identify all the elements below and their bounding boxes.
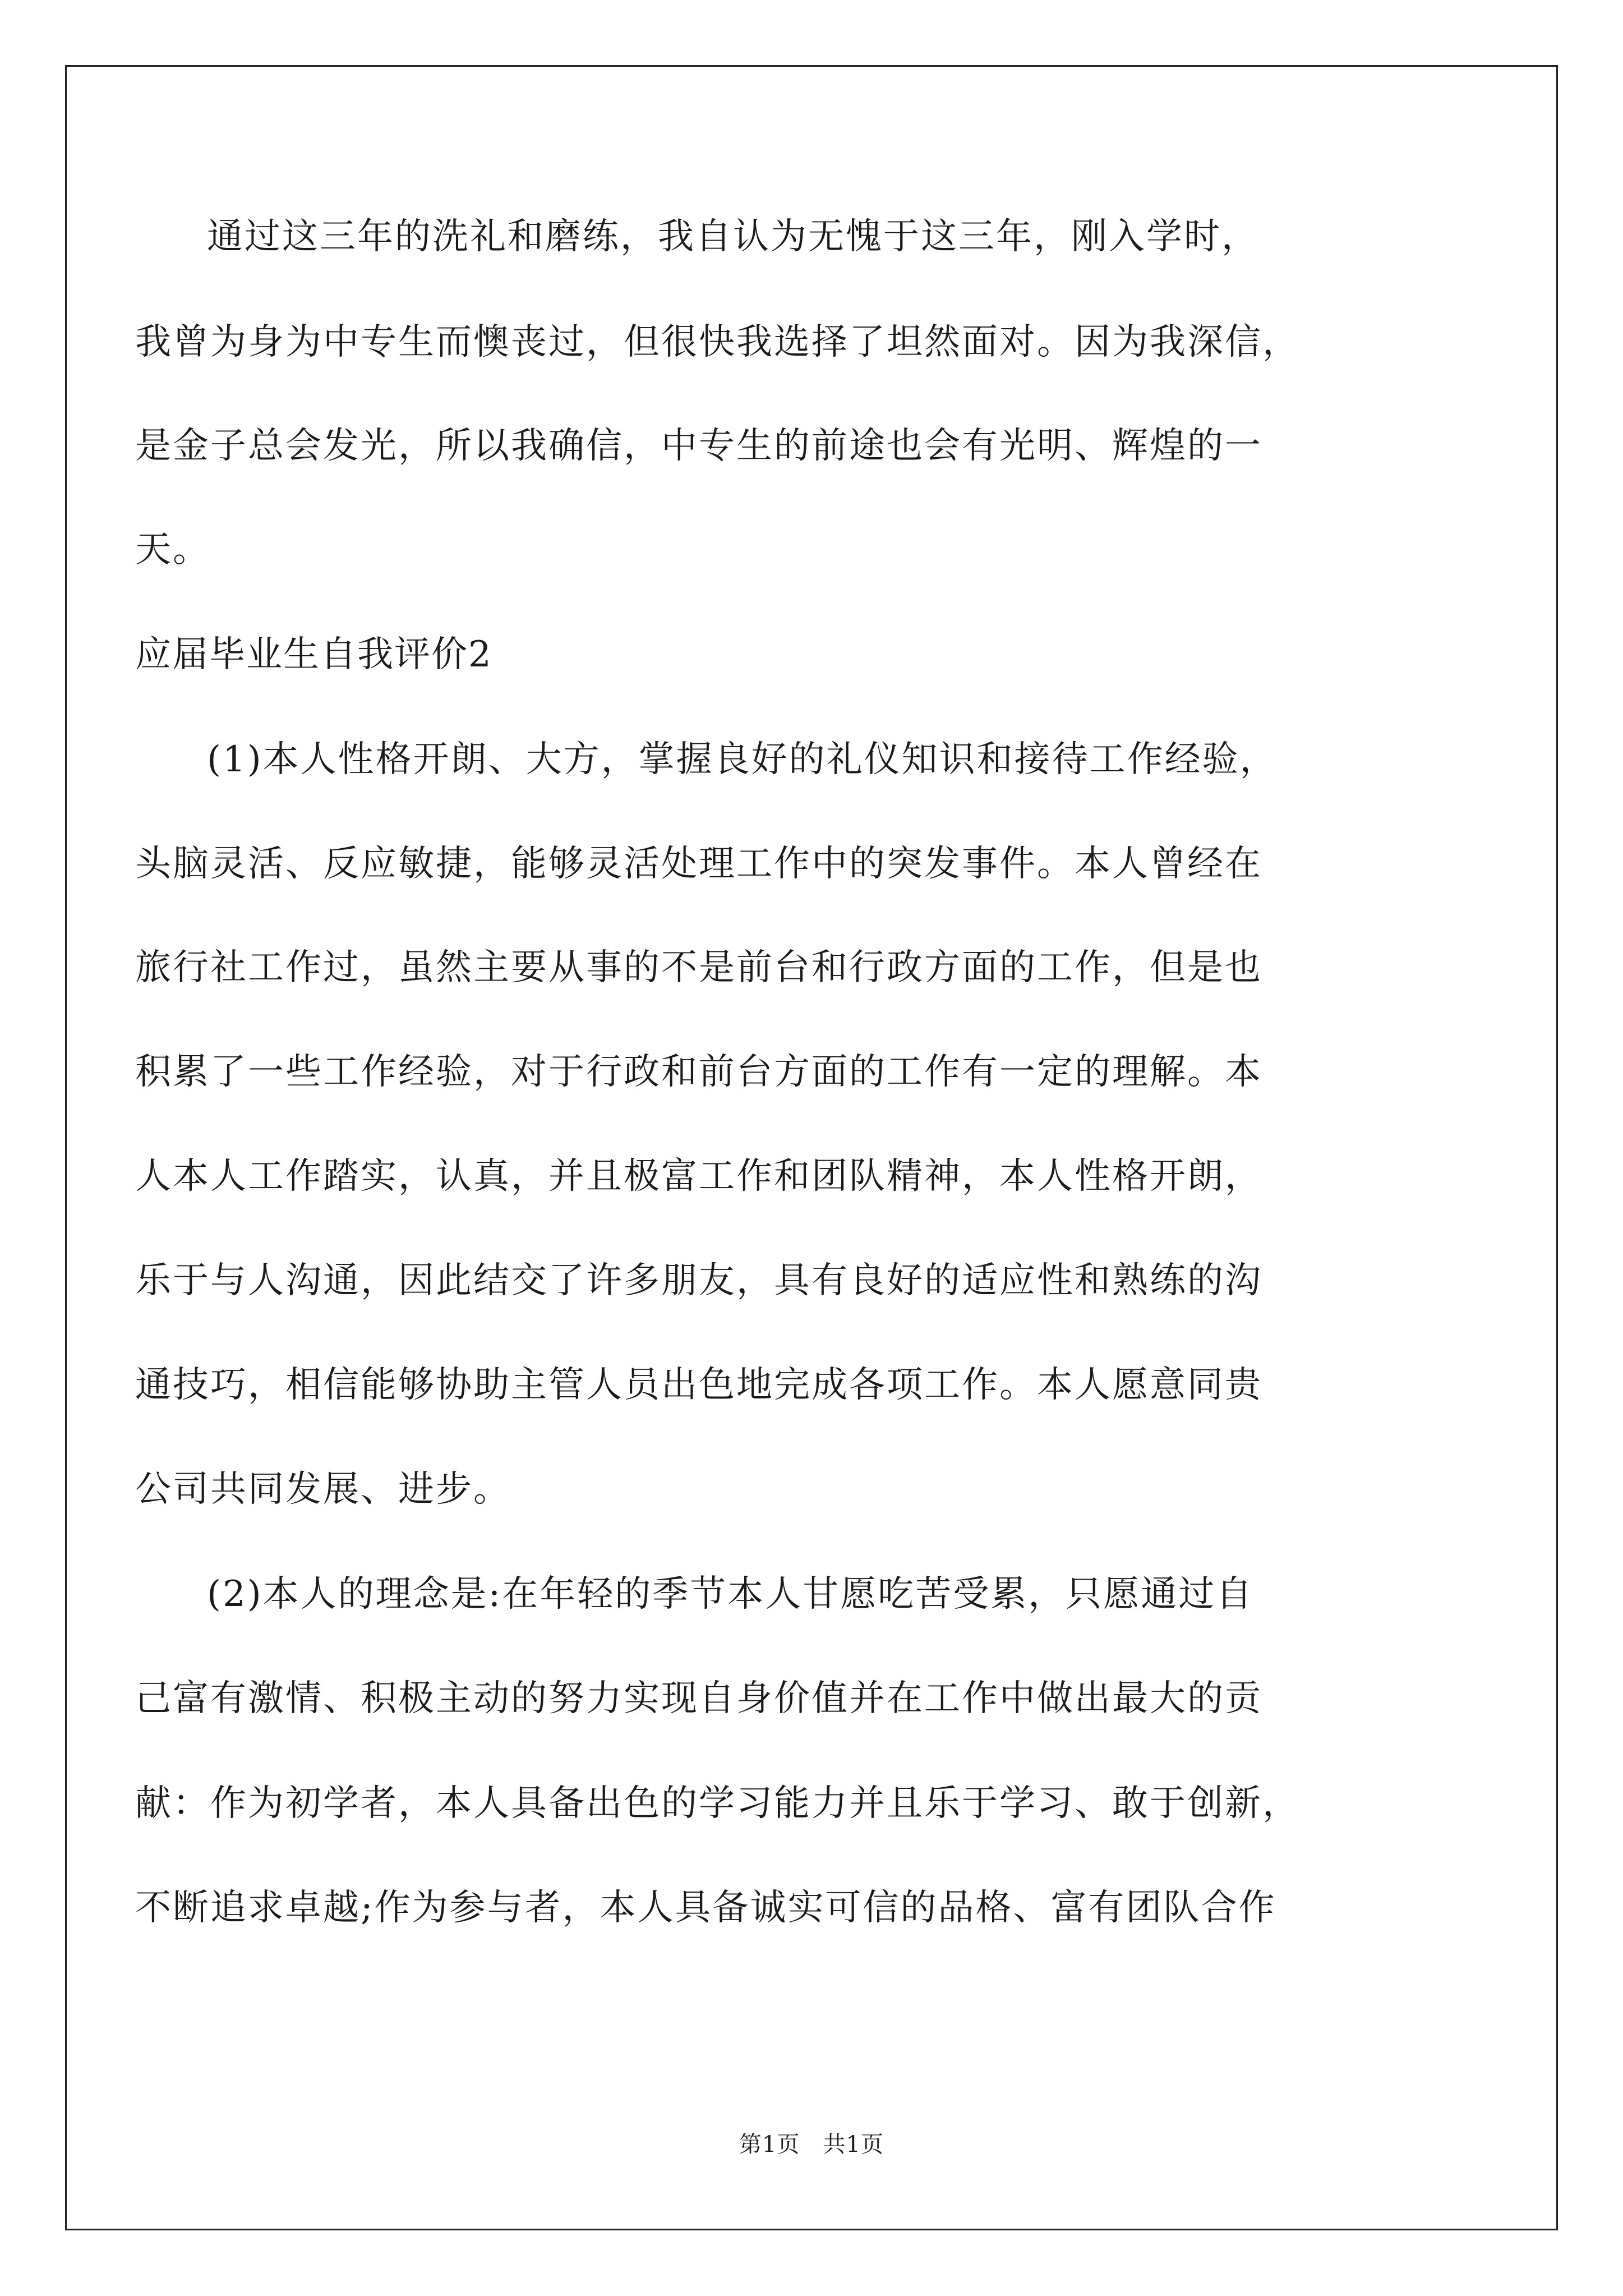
paragraph-2-line-3: 旅行社工作过，虽然主要从事的不是前台和行政方面的工作，但是也 (135, 947, 1262, 988)
paragraph-1-line-1: 通过这三年的洗礼和磨练，我自认为无愧于这三年，刚入学时， (207, 216, 1259, 257)
paragraph-2-line-8: 公司共同发展、进步。 (135, 1469, 511, 1510)
paragraph-1-line-4: 天。 (135, 529, 210, 570)
paragraph-2-line-4: 积累了一些工作经验，对于行政和前台方面的工作有一定的理解。本 (135, 1051, 1262, 1093)
paragraph-2-line-6: 乐于与人沟通，因此结交了许多朋友，具有良好的适应性和熟练的沟 (135, 1260, 1262, 1301)
paragraph-3-line-1: (2)本人的理念是:在年轻的季节本人甘愿吃苦受累，只愿通过自 (207, 1573, 1254, 1615)
page-number-footer: 第1页 共1页 (739, 2132, 884, 2157)
paragraph-2-line-1: (1)本人性格开朗、大方，掌握良好的礼仪知识和接待工作经验， (207, 739, 1278, 780)
paragraph-2-line-2: 头脑灵活、反应敏捷，能够灵活处理工作中的突发事件。本人曾经在 (135, 843, 1262, 885)
paragraph-3-line-2: 己富有激情、积极主动的努力实现自身价值并在工作中做出最大的贡 (135, 1678, 1262, 1719)
paragraph-2-line-5: 人本人工作踏实，认真，并且极富工作和团队精神，本人性格开朗， (135, 1156, 1262, 1197)
paragraph-1-line-3: 是金子总会发光，所以我确信，中专生的前途也会有光明、辉煌的一 (135, 425, 1262, 467)
paragraph-2-line-7: 通技巧，相信能够协助主管人员出色地完成各项工作。本人愿意同贵 (135, 1364, 1262, 1406)
paragraph-3-line-3: 献：作为初学者，本人具备出色的学习能力并且乐于学习、敢于创新， (135, 1783, 1300, 1824)
section-heading: 应届毕业生自我评价2 (135, 634, 492, 675)
paragraph-3-line-4: 不断追求卓越;作为参与者，本人具备诚实可信的品格、富有团队合作 (135, 1887, 1276, 1929)
paragraph-1-line-2: 我曾为身为中专生而懊丧过，但很快我选择了坦然面对。因为我深信， (135, 321, 1300, 363)
